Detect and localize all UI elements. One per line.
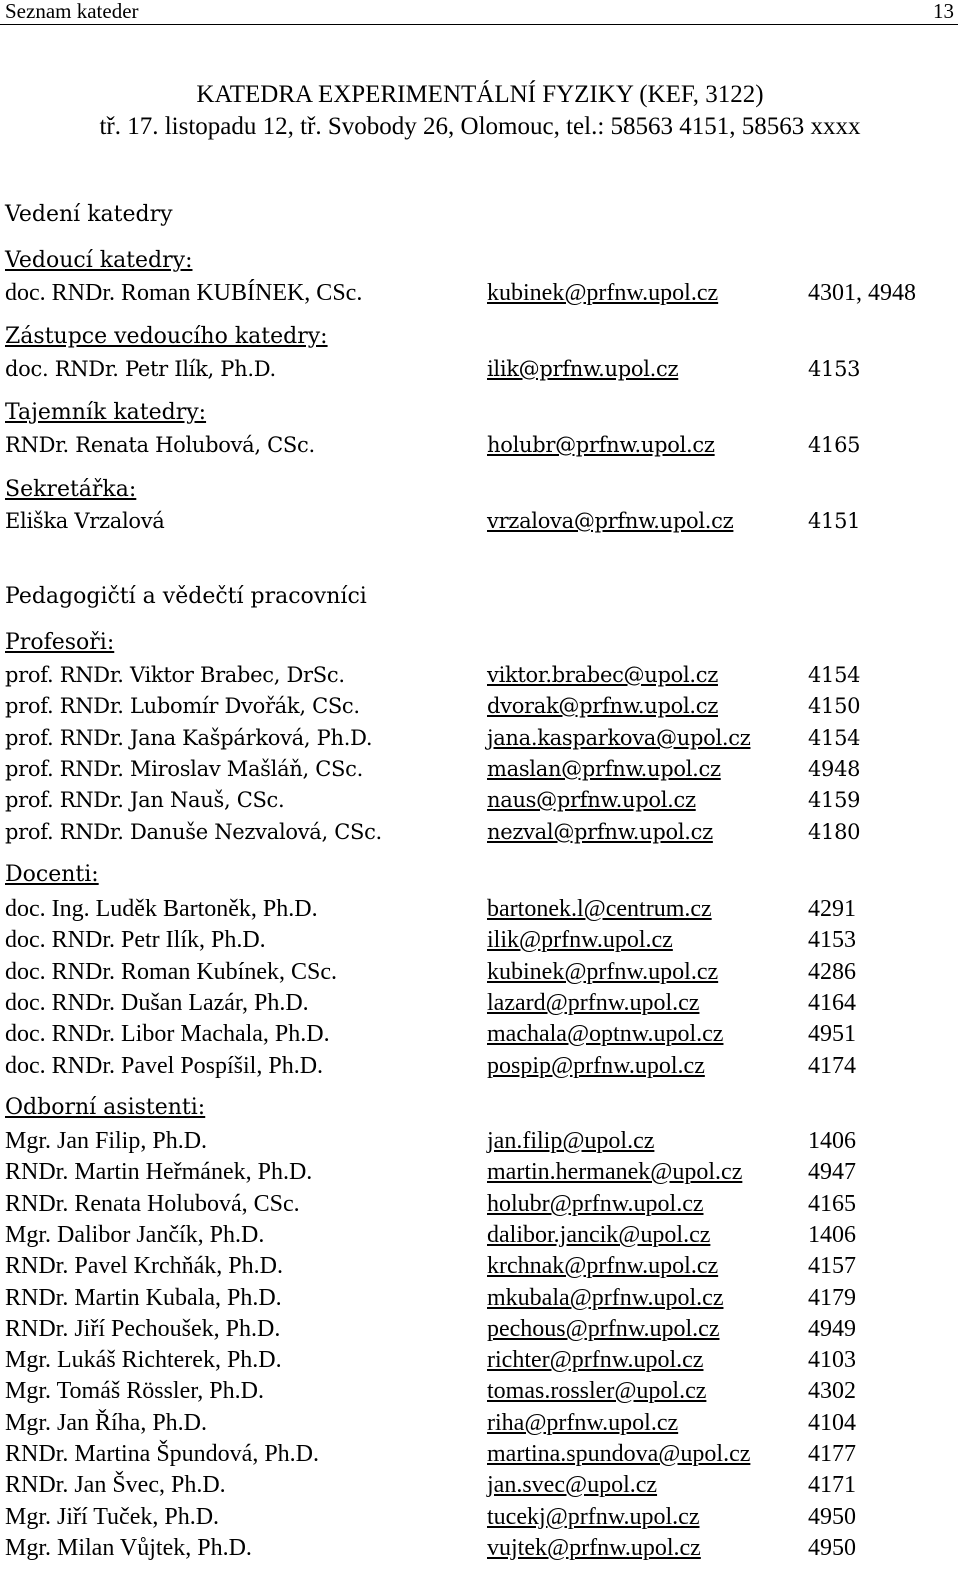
- header-title: Seznam kateder: [5, 0, 139, 23]
- email-link[interactable]: kubinek@prfnw.upol.cz: [487, 959, 719, 985]
- person-name: Mgr. Jan Filip, Ph.D.: [5, 1128, 208, 1154]
- list-item: [0, 1408, 960, 1438]
- email-link[interactable]: machala@optnw.upol.cz: [487, 1021, 724, 1047]
- email-link[interactable]: naus@prfnw.upol.cz: [487, 788, 696, 812]
- phone-extension: 4151: [808, 509, 861, 533]
- email-link[interactable]: kubinek@prfnw.upol.cz: [487, 280, 719, 306]
- list-item: [0, 1251, 960, 1281]
- email-link[interactable]: tucekj@prfnw.upol.cz: [487, 1504, 700, 1530]
- list-item: [0, 1345, 960, 1375]
- phone-extension: 4150: [808, 694, 861, 718]
- list-item: [0, 660, 960, 690]
- person-name: doc. RNDr. Dušan Lazár, Ph.D.: [5, 990, 309, 1016]
- email-link[interactable]: maslan@prfnw.upol.cz: [487, 757, 721, 781]
- email-link[interactable]: pospip@prfnw.upol.cz: [487, 1053, 705, 1079]
- email-link[interactable]: ilik@prfnw.upol.cz: [487, 357, 679, 381]
- phone-extension: 4154: [808, 663, 861, 687]
- role-label: Tajemník katedry:: [5, 400, 207, 425]
- phone-extension: 4154: [808, 726, 861, 750]
- person-name: doc. RNDr. Libor Machala, Ph.D.: [5, 1021, 330, 1047]
- person-name: doc. RNDr. Roman KUBÍNEK, CSc.: [5, 280, 363, 306]
- email-link[interactable]: tomas.rossler@upol.cz: [487, 1378, 707, 1404]
- person-name: Eliška Vrzalová: [5, 509, 165, 533]
- email-link[interactable]: viktor.brabec@upol.cz: [487, 663, 718, 687]
- phone-extension: 4153: [808, 927, 856, 953]
- phone-extension: 4949: [808, 1316, 856, 1342]
- page-number: 13: [933, 0, 954, 23]
- email-link[interactable]: vrzalova@prfnw.upol.cz: [487, 509, 734, 533]
- person-name: RNDr. Jiří Pechoušek, Ph.D.: [5, 1316, 281, 1342]
- list-item: [0, 817, 960, 847]
- list-item: [0, 354, 960, 384]
- person-name: doc. RNDr. Petr Ilík, Ph.D.: [5, 927, 266, 953]
- group-label: Odborní asistenti:: [5, 1095, 206, 1120]
- phone-extension: 4951: [808, 1021, 856, 1047]
- group-label: Docenti:: [5, 862, 99, 887]
- list-item: [0, 988, 960, 1018]
- phone-extension: 4947: [808, 1159, 856, 1185]
- phone-extension: 4174: [808, 1053, 856, 1079]
- email-link[interactable]: krchnak@prfnw.upol.cz: [487, 1253, 719, 1279]
- person-name: prof. RNDr. Viktor Brabec, DrSc.: [5, 663, 345, 687]
- list-item: [0, 785, 960, 815]
- person-name: prof. RNDr. Danuše Nezvalová, CSc.: [5, 820, 382, 844]
- list-item: [0, 957, 960, 987]
- email-link[interactable]: riha@prfnw.upol.cz: [487, 1410, 679, 1436]
- list-item: [0, 894, 960, 924]
- list-item: [0, 1019, 960, 1049]
- person-name: doc. RNDr. Petr Ilík, Ph.D.: [5, 357, 276, 381]
- phone-extension: 4291: [808, 896, 856, 922]
- person-name: doc. RNDr. Pavel Pospíšil, Ph.D.: [5, 1053, 324, 1079]
- person-name: RNDr. Renata Holubová, CSc.: [5, 433, 315, 457]
- email-link[interactable]: jan.filip@upol.cz: [487, 1128, 655, 1154]
- list-item: [0, 1126, 960, 1156]
- list-item: [0, 1283, 960, 1313]
- phone-extension: 4177: [808, 1441, 856, 1467]
- phone-extension: 4153: [808, 357, 861, 381]
- person-name: RNDr. Renata Holubová, CSc.: [5, 1191, 300, 1217]
- list-item: [0, 1502, 960, 1532]
- person-name: RNDr. Martina Špundová, Ph.D.: [5, 1441, 319, 1467]
- phone-extension: 4103: [808, 1347, 856, 1373]
- list-item: [0, 1220, 960, 1250]
- email-link[interactable]: dvorak@prfnw.upol.cz: [487, 694, 718, 718]
- email-link[interactable]: martina.spundova@upol.cz: [487, 1441, 751, 1467]
- list-item: [0, 1470, 960, 1500]
- list-item: [0, 1314, 960, 1344]
- phone-extension: 4164: [808, 990, 856, 1016]
- leadership-heading: Vedení katedry: [5, 202, 173, 227]
- phone-extension: 4159: [808, 788, 861, 812]
- person-name: prof. RNDr. Jan Nauš, CSc.: [5, 788, 285, 812]
- email-link[interactable]: ilik@prfnw.upol.cz: [487, 927, 673, 953]
- person-name: Mgr. Lukáš Richterek, Ph.D.: [5, 1347, 282, 1373]
- person-name: Mgr. Tomáš Rössler, Ph.D.: [5, 1378, 264, 1404]
- list-item: [0, 723, 960, 753]
- email-link[interactable]: mkubala@prfnw.upol.cz: [487, 1285, 724, 1311]
- phone-extension: 4948: [808, 757, 861, 781]
- list-item: [0, 1051, 960, 1081]
- person-name: RNDr. Martin Kubala, Ph.D.: [5, 1285, 282, 1311]
- list-item: [0, 506, 960, 536]
- email-link[interactable]: holubr@prfnw.upol.cz: [487, 1191, 704, 1217]
- person-name: prof. RNDr. Miroslav Mašláň, CSc.: [5, 757, 363, 781]
- email-link[interactable]: bartonek.l@centrum.cz: [487, 896, 712, 922]
- phone-extension: 4302: [808, 1378, 856, 1404]
- staff-heading: Pedagogičtí a vědečtí pracovníci: [5, 584, 367, 609]
- email-link[interactable]: vujtek@prfnw.upol.cz: [487, 1535, 701, 1561]
- role-label: Vedoucí katedry:: [5, 248, 193, 273]
- email-link[interactable]: jan.svec@upol.cz: [487, 1472, 658, 1498]
- person-name: RNDr. Pavel Krchňák, Ph.D.: [5, 1253, 283, 1279]
- phone-extension: 4950: [808, 1535, 856, 1561]
- list-item: [0, 1157, 960, 1187]
- phone-extension: 4950: [808, 1504, 856, 1530]
- email-link[interactable]: pechous@prfnw.upol.cz: [487, 1316, 720, 1342]
- person-name: prof. RNDr. Lubomír Dvořák, CSc.: [5, 694, 360, 718]
- role-label: Sekretářka:: [5, 477, 137, 502]
- email-link[interactable]: nezval@prfnw.upol.cz: [487, 820, 713, 844]
- phone-extension: 4157: [808, 1253, 856, 1279]
- list-item: [0, 1376, 960, 1406]
- list-item: [0, 1439, 960, 1469]
- list-item: [0, 430, 960, 460]
- phone-extension: 4165: [808, 1191, 856, 1217]
- phone-extension: 1406: [808, 1222, 856, 1248]
- page-header: [0, 0, 958, 25]
- person-name: Mgr. Dalibor Jančík, Ph.D.: [5, 1222, 265, 1248]
- person-name: Mgr. Jan Říha, Ph.D.: [5, 1410, 208, 1436]
- list-item: [0, 754, 960, 784]
- phone-extension: 4301, 4948: [808, 280, 916, 306]
- phone-extension: 4165: [808, 433, 861, 457]
- phone-extension: 1406: [808, 1128, 856, 1154]
- person-name: Mgr. Milan Vůjtek, Ph.D.: [5, 1535, 252, 1561]
- list-item: [0, 278, 960, 308]
- list-item: [0, 1189, 960, 1219]
- email-link[interactable]: jana.kasparkova@upol.cz: [487, 726, 751, 750]
- list-item: [0, 925, 960, 955]
- phone-extension: 4179: [808, 1285, 856, 1311]
- phone-extension: 4180: [808, 820, 861, 844]
- email-link[interactable]: richter@prfnw.upol.cz: [487, 1347, 704, 1373]
- person-name: doc. RNDr. Roman Kubínek, CSc.: [5, 959, 337, 985]
- person-name: prof. RNDr. Jana Kašpárková, Ph.D.: [5, 726, 373, 750]
- role-label: Zástupce vedoucího katedry:: [5, 324, 328, 349]
- person-name: Mgr. Jiří Tuček, Ph.D.: [5, 1504, 220, 1530]
- email-link[interactable]: dalibor.jancik@upol.cz: [487, 1222, 711, 1248]
- email-link[interactable]: martin.hermanek@upol.cz: [487, 1159, 743, 1185]
- list-item: [0, 1533, 960, 1563]
- person-name: doc. Ing. Luděk Bartoněk, Ph.D.: [5, 896, 318, 922]
- list-item: [0, 691, 960, 721]
- person-name: RNDr. Martin Heřmánek, Ph.D.: [5, 1159, 313, 1185]
- department-address: tř. 17. listopadu 12, tř. Svobody 26, Olomouc, tel.: 58563 4151, 58563 xxxx: [99, 113, 861, 140]
- phone-extension: 4104: [808, 1410, 856, 1436]
- phone-extension: 4286: [808, 959, 856, 985]
- group-label: Profesoři:: [5, 630, 115, 655]
- phone-extension: 4171: [808, 1472, 856, 1498]
- email-link[interactable]: holubr@prfnw.upol.cz: [487, 433, 715, 457]
- department-name: KATEDRA EXPERIMENTÁLNÍ FYZIKY (KEF, 3122): [196, 81, 764, 108]
- email-link[interactable]: lazard@prfnw.upol.cz: [487, 990, 700, 1016]
- person-name: RNDr. Jan Švec, Ph.D.: [5, 1472, 226, 1498]
